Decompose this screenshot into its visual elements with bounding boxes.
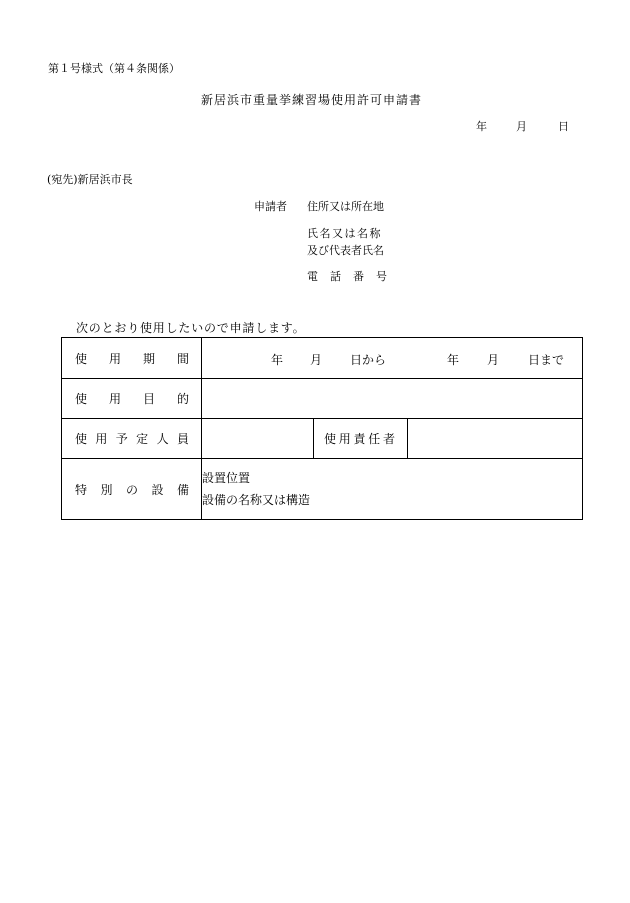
period-to-day: 日まで bbox=[528, 353, 565, 367]
purpose-value-cell[interactable] bbox=[202, 379, 583, 419]
period-to-month: 月 bbox=[487, 353, 500, 367]
period-value-cell[interactable] bbox=[202, 338, 583, 379]
period-label-cell bbox=[62, 338, 202, 379]
period-from-day: 日から bbox=[350, 353, 387, 367]
people-label-cell bbox=[62, 419, 202, 459]
equipment-name-label: 設備の名称又は構造 bbox=[202, 493, 311, 507]
applicant-address-label: 住所又は所在地 bbox=[307, 200, 384, 213]
purpose-label: 使 用 目 的 bbox=[75, 392, 189, 406]
applicant-name-label: 氏名又は名称 bbox=[307, 227, 382, 240]
period-from-year: 年 bbox=[271, 353, 284, 367]
applicant-phone-label: 電話番号 bbox=[307, 270, 399, 283]
date-month: 月 bbox=[516, 120, 527, 133]
responsible-label-cell bbox=[314, 419, 408, 459]
equipment-row bbox=[62, 459, 583, 520]
date-year: 年 bbox=[476, 120, 487, 133]
equipment-label: 特 別 の 設 備 bbox=[75, 482, 189, 497]
intro-text: 次のとおり使用したいので申請します。 bbox=[76, 321, 306, 335]
people-label: 使 用 予 定 人 員 bbox=[75, 432, 189, 446]
equipment-position-label: 設置位置 bbox=[202, 471, 251, 485]
purpose-label-cell bbox=[62, 379, 202, 419]
period-row bbox=[62, 338, 583, 379]
equipment-label-cell bbox=[62, 459, 202, 520]
applicant-label: 申請者 bbox=[254, 200, 287, 213]
form-reference: 第１号様式（第４条関係） bbox=[48, 62, 180, 75]
addressee: (宛先)新居浜市長 bbox=[47, 173, 133, 186]
period-to-year: 年 bbox=[447, 353, 460, 367]
responsible-label: 使 用 責 任 者 bbox=[324, 432, 395, 446]
date-day: 日 bbox=[558, 120, 569, 133]
application-table bbox=[61, 337, 583, 520]
applicant-representative-label: 及び代表者氏名 bbox=[307, 244, 384, 257]
people-row bbox=[62, 419, 583, 459]
document-title: 新居浜市重量挙練習場使用許可申請書 bbox=[201, 93, 423, 107]
period-label: 使 用 期 間 bbox=[75, 351, 189, 366]
responsible-value-cell[interactable] bbox=[408, 419, 583, 459]
purpose-row bbox=[62, 379, 583, 419]
equipment-value-cell[interactable] bbox=[202, 459, 583, 520]
people-value-cell[interactable] bbox=[202, 419, 314, 459]
period-from-month: 月 bbox=[310, 353, 323, 367]
